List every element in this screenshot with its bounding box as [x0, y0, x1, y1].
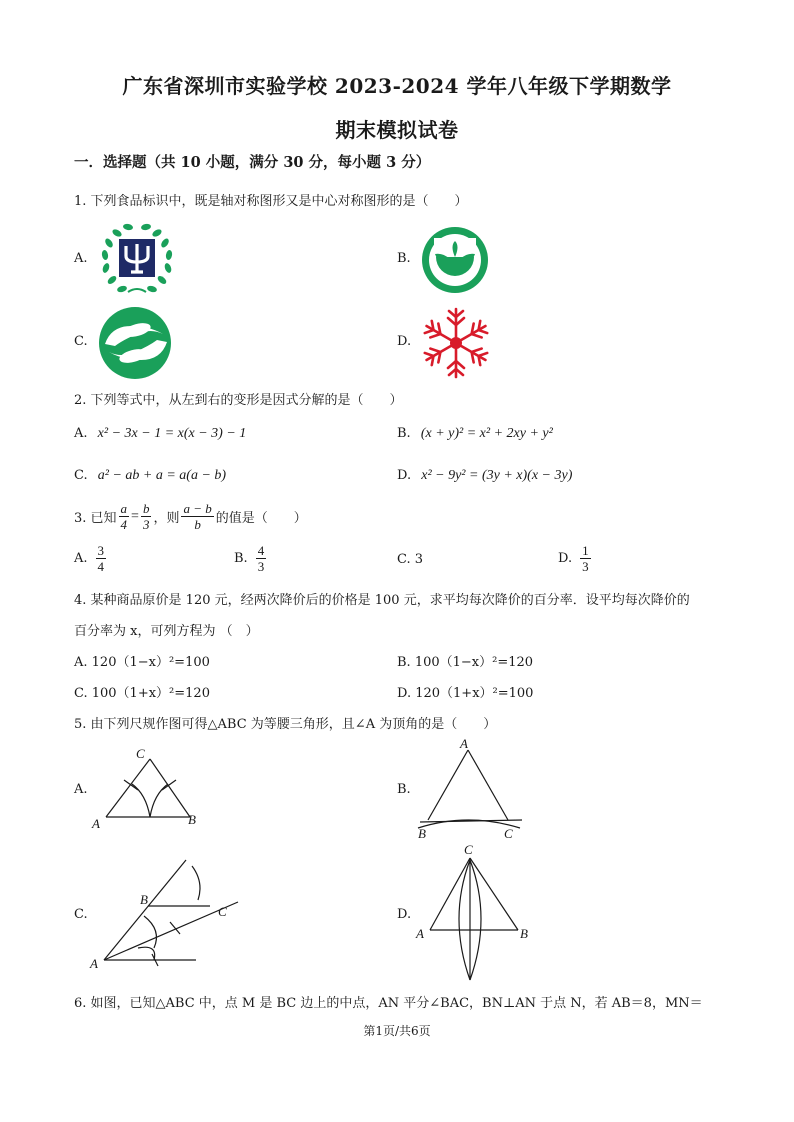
- q1-option-c-label: C.: [74, 334, 88, 349]
- laurel-wreath-logo-icon: [98, 222, 176, 298]
- q5c-point-c: C: [218, 904, 227, 919]
- q5d-point-b: B: [520, 926, 528, 941]
- red-snowflake-icon: [418, 305, 494, 381]
- q2-option-d-expr: x² − 9y² = (3y + x)(x − 3y): [421, 468, 573, 483]
- page-title-line2: 期末模拟试卷: [335, 118, 459, 142]
- q5b-point-b: B: [418, 826, 426, 841]
- q5-figure-a: [88, 744, 208, 830]
- q2-option-c-label: C.: [74, 468, 88, 483]
- q4-option-a: A. 120（1−x）²=100: [74, 655, 210, 670]
- q5b-point-a: A: [460, 736, 468, 751]
- q5-figure-b: [412, 736, 532, 842]
- q3-option-c: C. 3: [397, 552, 424, 567]
- question-3-stem: 3. 已知 $\frac{a}{4}$ = $\frac{b}{3}$ ，则 $\frac{a - b}{b}$ 的值是（ ）: [74, 501, 307, 532]
- question-4-stem-line1: 4. 某种商品原价是 120 元，经两次降价后的价格是 100 元，求平均每次降价的百分率．设平均每次降价的: [74, 593, 690, 608]
- q2-option-c-expr: a² − ab + a = a(a − b): [97, 468, 227, 483]
- q2-option-b-expr: (x + y)² = x² + 2xy + y²: [420, 426, 553, 441]
- question-6-stem: 6. 如图，已知△ABC 中，点 M 是 BC 边上的中点，AN 平分∠BAC，BN⊥AN 于点 N，若 AB＝8，MN＝: [74, 996, 703, 1011]
- q2-option-b-label: B.: [397, 426, 411, 441]
- q5-option-b-label: B.: [397, 782, 411, 797]
- q3-option-b: B. $\frac{4}{3}$: [234, 543, 265, 574]
- q2-option-a-expr: x² − 3x − 1 = x(x − 3) − 1: [97, 426, 247, 441]
- q1-option-a-label: A.: [74, 251, 88, 266]
- q5-option-a-label: A.: [74, 782, 88, 797]
- q5c-point-a: A: [90, 956, 98, 971]
- q2-option-d-label: D.: [397, 468, 412, 483]
- q1-option-d-label: D.: [397, 334, 412, 349]
- q5-option-c-label: C.: [74, 907, 88, 922]
- q5b-point-c: C: [504, 826, 513, 841]
- page-title-line1: 广东省深圳市实验学校 2023-2024 学年八年级下学期数学: [122, 74, 672, 98]
- q5-figure-d: [412, 840, 542, 988]
- question-4-stem-line2: 百分率为 x，可列方程为 （ ）: [74, 624, 259, 639]
- q2-option-a-label: A.: [74, 426, 88, 441]
- q5-figure-c: [88, 854, 248, 972]
- q5c-point-b: B: [140, 892, 148, 907]
- page-footer: 第1页/共6页: [363, 1024, 431, 1038]
- q1-option-b-label: B.: [397, 251, 411, 266]
- q5-option-d-label: D.: [397, 907, 412, 922]
- q4-option-d: D. 120（1+x）²=100: [397, 686, 534, 701]
- q5a-point-a: A: [92, 816, 100, 830]
- q3-option-a: A. $\frac{3}{4}$: [74, 543, 105, 574]
- q4-option-b: B. 100（1−x）²=120: [397, 655, 534, 670]
- q5a-point-b: B: [188, 812, 196, 827]
- q3-option-d: D. $\frac{1}{3}$: [558, 543, 589, 574]
- q5a-point-c: C: [136, 746, 145, 761]
- question-1-stem: 1. 下列食品标识中，既是轴对称图形又是中心对称图形的是（ ）: [74, 194, 468, 209]
- green-food-circle-logo-icon: [417, 224, 493, 296]
- section-heading: 一．选择题（共 10 小题，满分 30 分，每小题 3 分）: [74, 154, 431, 171]
- q5d-point-a: A: [416, 926, 424, 941]
- question-2-stem: 2. 下列等式中，从左到右的变形是因式分解的是（ ）: [74, 393, 403, 408]
- green-hands-circle-logo-icon: [97, 306, 173, 380]
- q4-option-c: C. 100（1+x）²=120: [74, 686, 210, 701]
- q5d-point-c: C: [464, 842, 473, 857]
- question-5-stem: 5. 由下列尺规作图可得△ABC 为等腰三角形，且∠A 为顶角的是（ ）: [74, 717, 497, 732]
